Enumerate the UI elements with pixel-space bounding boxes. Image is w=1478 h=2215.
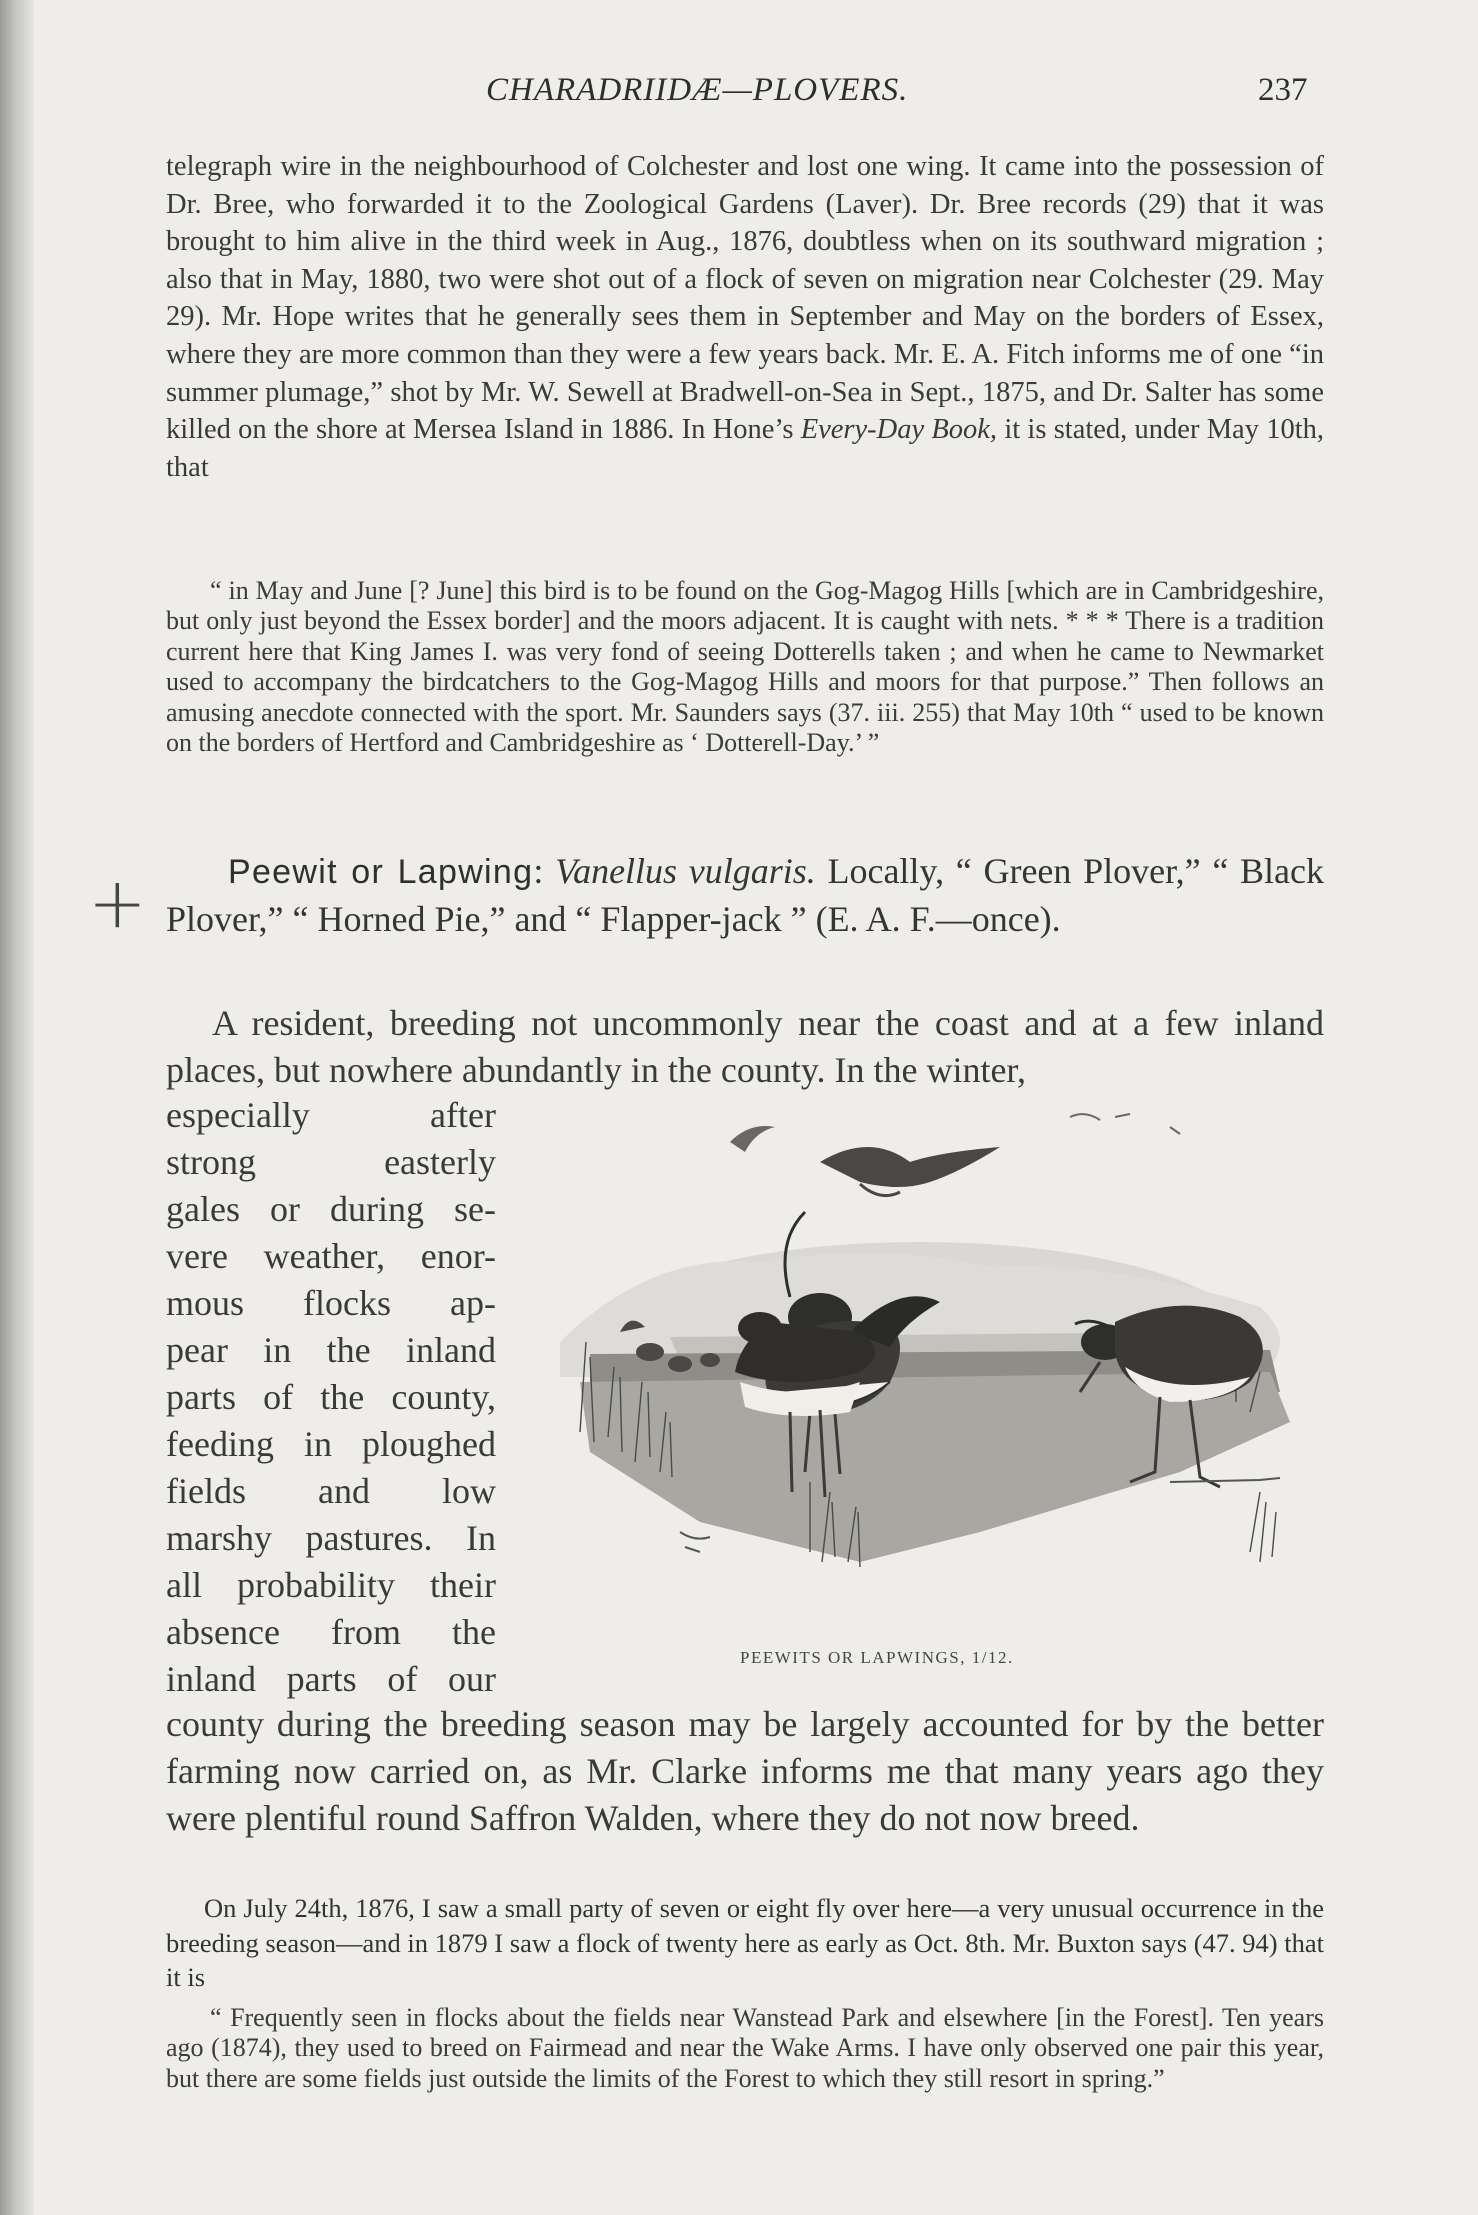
species-colon: : bbox=[533, 851, 544, 891]
foreground-twig bbox=[1170, 1478, 1280, 1482]
lapwing-illustration bbox=[560, 1092, 1330, 1652]
paragraph-sighting-text: On July 24th, 1876, I saw a small party of seven or eight fly over here—a very unusual occurrence in the breeding season—and in 1879 I saw a flock of twenty here as early as Oct. 8th. Mr. Buxton says (47. 94) that it is bbox=[166, 1893, 1324, 1992]
species-local-names: Locally, “ Green Plover,” “ Black Plover,” “ Horned Pie,” and “ Flapper-jack ” (E. A. F.—once). bbox=[166, 851, 1324, 939]
running-head: CHARADRIIDÆ—PLOVERS. bbox=[486, 72, 909, 108]
species-heading bbox=[166, 848, 1324, 942]
flying-lapwing-small bbox=[730, 1126, 775, 1152]
wrapped-line: absence from the bbox=[166, 1612, 496, 1652]
paragraph-lead-text: A resident, breeding not uncommonly near the coast and at a few inland places, but nowhere abundantly in the county. In the winter, bbox=[166, 1003, 1324, 1090]
paragraph-text-end: it is stated, under May 10th, that bbox=[166, 414, 1325, 483]
wrapped-line: vere weather, enor- bbox=[166, 1236, 496, 1276]
wrapped-line: parts of the county, bbox=[166, 1377, 496, 1417]
wrapped-line: pear in the inland bbox=[166, 1330, 496, 1370]
quote-text: “ in May and June [? June] this bird is to be found on the Gog-Magog Hills [which are in Cambridgeshire, but only just beyond the Essex border] and the moors adjacent. It is caught with nets. * * * There is a tradition current here that King James I. was very fond of seeing Dotterells taken ; and when he came to Newmarket used to accompany the birdcatchers to the Gog-Magog Hills and moors for that purpose.” Then follows an amusing anecdote connected with the sport. Mr. Saunders says (37. iii. 255) that May 10th “ used to be known on the borders of Hertford and Cambridgeshire as ‘ Dotterell-Day.’ ” bbox=[166, 576, 1324, 758]
species-name: Peewit or Lapwing bbox=[228, 853, 534, 891]
wrapped-line: feeding in ploughed bbox=[166, 1424, 496, 1464]
wrapped-line: fields and low bbox=[166, 1471, 496, 1511]
wrapped-line: mous flocks ap- bbox=[166, 1283, 496, 1323]
book-title: Every-Day Book, bbox=[800, 414, 998, 446]
page-number: 237 bbox=[1258, 72, 1308, 108]
wrapped-text-column bbox=[166, 1092, 496, 1703]
quote-text-buxton: “ Frequently seen in flocks about the fields near Wanstead Park and elsewhere [in the Forest]. Ten years ago (1874), they used to breed on Fairmead and near the Wake Arms. I have only observed one pair this year, but there are some fields just outside the limits of the Forest to which they still resort in spring.” bbox=[166, 2003, 1324, 2093]
block-quote-hone bbox=[166, 576, 1324, 758]
paragraph-tail-text: county during the breeding season may be largely accounted for by the better farming now carried on, as Mr. Clarke informs me that many years ago they were plentiful round Saffron Walden, where they do not now breed. bbox=[166, 1704, 1324, 1838]
paragraph-july-sighting bbox=[166, 1891, 1324, 1995]
wrapped-line: marshy pastures. In bbox=[166, 1518, 496, 1558]
distant-birds bbox=[1070, 1114, 1180, 1134]
wrapped-line: inland parts of our bbox=[166, 1659, 496, 1699]
paragraph-resident-lead bbox=[166, 1000, 1324, 1094]
illustration-caption: PEEWITS OR LAPWINGS, 1/12. bbox=[740, 1648, 1014, 1667]
margin-cross-mark: + bbox=[88, 862, 147, 944]
flying-lapwing-large bbox=[820, 1147, 1000, 1196]
foreground-sprig bbox=[680, 1532, 710, 1552]
species-latin-name: Vanellus vulgaris. bbox=[555, 851, 816, 891]
paragraph-text: telegraph wire in the neighbourhood of Colchester and lost one wing. It came into the possession of Dr. Bree, who forwarded it to the Zoological Gardens (Laver). Dr. Bree records (29) that it was brought to him alive in the third week in Aug., 1876, doubtless when on its southward migration ; also that in May, 1880, two were shot out of a flock of seven on migration near Colchester (29. May 29). Mr. Hope writes that he generally sees them in September and May on the borders of Essex, where they are more common than they were a few years back. Mr. E. A. Fitch informs me of one “in summer plumage,” shot by Mr. W. Sewell at Bradwell-on-Sea in Sept., 1875, and Dr. Salter has some killed on the shore at Mersea Island in 1886. In Hone’s bbox=[166, 151, 1324, 446]
wrapped-line: strong easterly bbox=[166, 1142, 496, 1182]
wrapped-line: especially after bbox=[166, 1095, 496, 1135]
wrapped-line: all probability their bbox=[166, 1565, 496, 1605]
paragraph-resident-tail bbox=[166, 1701, 1324, 1842]
paragraph-dotterel bbox=[166, 148, 1324, 486]
block-quote-buxton bbox=[166, 2003, 1324, 2094]
wrapped-line: gales or during se- bbox=[166, 1189, 496, 1229]
